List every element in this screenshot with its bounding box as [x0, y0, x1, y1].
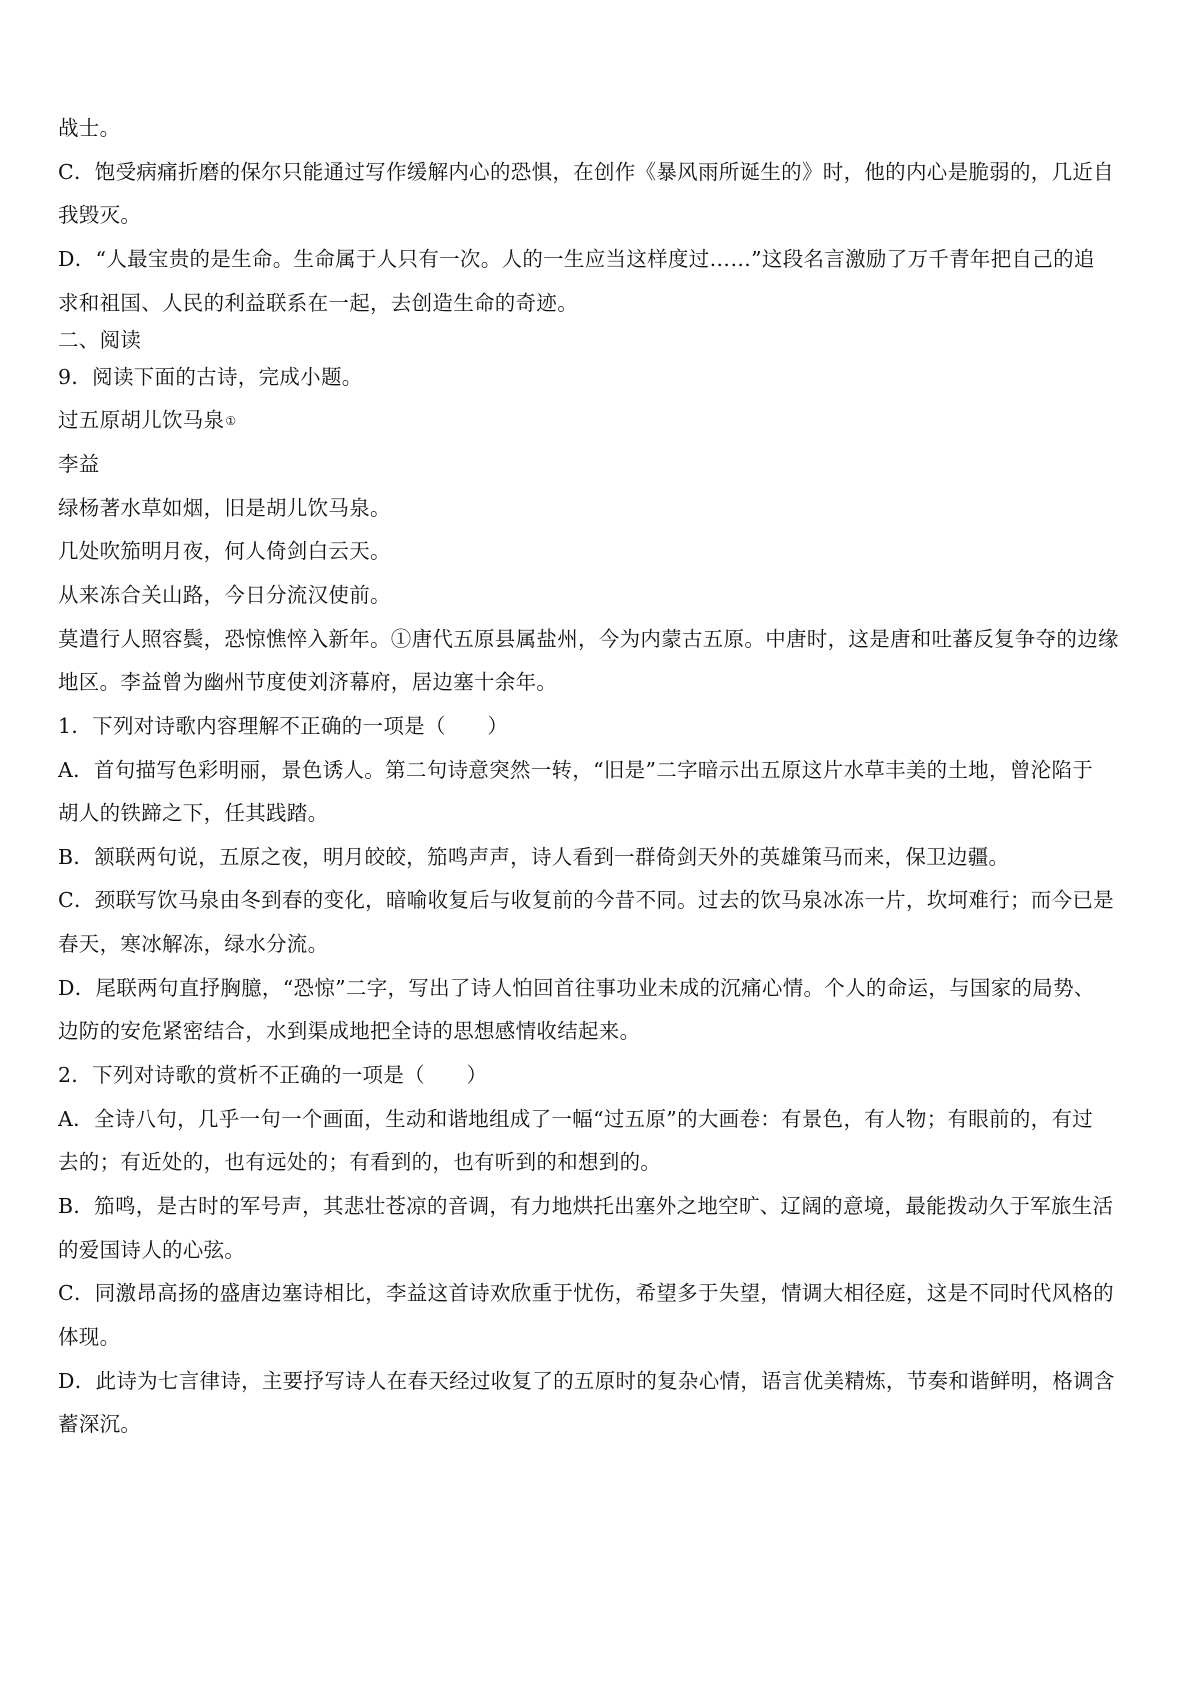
poem-author: 李益 [58, 452, 100, 476]
text-line: 体现。 [58, 1325, 121, 1349]
poem-title [58, 406, 1138, 435]
text-line: 去的；有近处的，也有远处的；有看到的，也有听到的和想到的。 [58, 1150, 662, 1174]
option-c-line: C．饱受病痛折磨的保尔只能通过写作缓解内心的恐惧，在创作《暴风雨所诞生的》时，他的内心是脆弱的，几近自 [58, 160, 1114, 184]
sub-question-2: 2．下列对诗歌的赏析不正确的一项是（ ） [58, 1063, 488, 1087]
sub-question-1: 1．下列对诗歌内容理解不正确的一项是（ ） [58, 714, 509, 738]
text-line: 战士。 [58, 116, 121, 140]
poem-line: 绿杨著水草如烟，旧是胡儿饮马泉。 [58, 496, 391, 520]
text-line: 的爱国诗人的心弦。 [58, 1238, 246, 1262]
option-a-line: A．首句描写色彩明丽，景色诱人。第二句诗意突然一转，“旧是”二字暗示出五原这片水草丰美的土地，曾沦陷于 [58, 758, 1094, 782]
text-line: 我毁灭。 [58, 203, 142, 227]
text-line: 蓄深沉。 [58, 1412, 142, 1436]
option-d-line: D．“人最宝贵的是生命。生命属于人只有一次。人的一生应当这样度过……”这段名言激励了万千青年把自己的追 [58, 247, 1095, 271]
section-heading: 二、阅读 [58, 328, 142, 352]
text-line: 求和祖国、人民的利益联系在一起，去创造生命的奇迹。 [58, 291, 578, 315]
footnote-mark: ① [225, 414, 237, 428]
poem-line-with-note: 莫遣行人照容鬓，恐惊憔悴入新年。①唐代五原县属盐州，今为内蒙古五原。中唐时，这是唐和吐蕃反复争夺的边缘 [58, 627, 1119, 651]
option-b-line: B．笳鸣，是古时的军号声，其悲壮苍凉的音调，有力地烘托出塞外之地空旷、辽阔的意境，最能拨动久于军旅生活 [58, 1194, 1114, 1218]
option-c-line: C．同激昂高扬的盛唐边塞诗相比，李益这首诗欢欣重于忧伤，希望多于失望，情调大相径庭，这是不同时代风格的 [58, 1281, 1114, 1305]
text-line: 边防的安危紧密结合，水到渠成地把全诗的思想感情收结起来。 [58, 1019, 641, 1043]
text-line: 地区。李益曾为幽州节度使刘济幕府，居边塞十余年。 [58, 670, 558, 694]
option-d-line: D．尾联两句直抒胸臆，“恐惊”二字，写出了诗人怕回首往事功业未成的沉痛心情。个人的命运，与国家的局势、 [58, 976, 1095, 1000]
option-b-line: B．颔联两句说，五原之夜，明月皎皎，笳鸣声声，诗人看到一群倚剑天外的英雄策马而来，保卫边疆。 [58, 845, 1010, 869]
option-c-line: C．颈联写饮马泉由冬到春的变化，暗喻收复后与收复前的今昔不同。过去的饮马泉冰冻一片，坎坷难行；而今已是 [58, 888, 1114, 912]
poem-title-text: 过五原胡儿饮马泉 [58, 408, 225, 432]
question-heading: 9．阅读下面的古诗，完成小题。 [58, 365, 363, 389]
text-line: 胡人的铁蹄之下，任其践踏。 [58, 801, 329, 825]
option-d-line: D．此诗为七言律诗，主要抒写诗人在春天经过收复了的五原时的复杂心情，语言优美精炼，节奏和谐鲜明，格调含 [58, 1369, 1115, 1393]
option-a-line: A．全诗八句，几乎一句一个画面，生动和谐地组成了一幅“过五原”的大画卷：有景色，有人物；有眼前的，有过 [58, 1107, 1094, 1131]
text-line: 春天，寒冰解冻，绿水分流。 [58, 932, 329, 956]
poem-line: 从来冻合关山路，今日分流汉使前。 [58, 583, 391, 607]
poem-line: 几处吹笳明月夜，何人倚剑白云天。 [58, 539, 391, 563]
